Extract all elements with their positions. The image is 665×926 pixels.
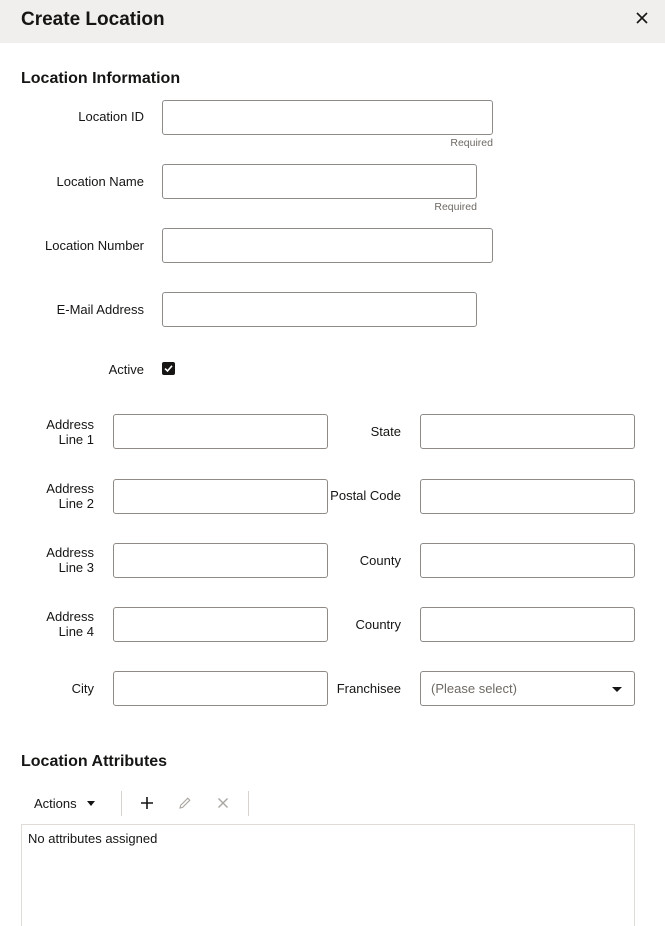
city-input[interactable] xyxy=(113,671,328,706)
add-icon xyxy=(140,796,154,810)
address-line4-input[interactable] xyxy=(113,607,328,642)
section-title-location-attributes: Location Attributes xyxy=(21,753,168,770)
delete-button[interactable] xyxy=(210,790,236,816)
email-input[interactable] xyxy=(162,292,477,327)
postal-code-label: Postal Code xyxy=(330,488,401,503)
actions-menu-button[interactable] xyxy=(24,790,105,816)
dialog-title: Create Location xyxy=(21,9,165,30)
city-label: City xyxy=(71,681,94,696)
address-line2-label-a: Address xyxy=(46,481,94,496)
checkmark-icon xyxy=(164,364,173,373)
add-button[interactable] xyxy=(134,790,160,816)
caret-down-icon xyxy=(87,801,95,806)
franchisee-label: Franchisee xyxy=(336,681,401,696)
delete-icon xyxy=(217,797,229,809)
toolbar-divider xyxy=(121,791,122,816)
actions-label: Actions xyxy=(34,795,77,811)
address-line2-label xyxy=(46,481,94,511)
state-input[interactable] xyxy=(420,414,635,449)
active-checkbox[interactable] xyxy=(162,362,175,375)
state-label: State xyxy=(370,424,401,439)
address-line2-label-b: Line 2 xyxy=(58,496,94,511)
location-name-input[interactable] xyxy=(162,164,477,199)
address-line2-input[interactable] xyxy=(113,479,328,514)
address-line1-label-a: Address xyxy=(46,417,94,432)
location-name-label: Location Name xyxy=(56,174,144,189)
postal-code-input[interactable] xyxy=(420,479,635,514)
chevron-down-icon xyxy=(612,687,622,692)
address-line3-label xyxy=(46,545,94,575)
address-line4-label xyxy=(46,609,94,639)
address-line4-label-a: Address xyxy=(46,609,94,624)
country-label: Country xyxy=(355,617,401,632)
country-input[interactable] xyxy=(420,607,635,642)
close-icon xyxy=(636,12,648,24)
address-line1-input[interactable] xyxy=(113,414,328,449)
county-input[interactable] xyxy=(420,543,635,578)
location-id-required-hint: Required xyxy=(450,137,493,149)
address-line3-input[interactable] xyxy=(113,543,328,578)
toolbar-divider xyxy=(248,791,249,816)
address-line1-label xyxy=(46,417,94,447)
franchisee-select[interactable] xyxy=(420,671,635,706)
address-line4-label-b: Line 4 xyxy=(58,624,94,639)
pencil-icon xyxy=(178,796,192,810)
attributes-empty-message: No attributes assigned xyxy=(28,831,158,846)
location-number-input[interactable] xyxy=(162,228,493,263)
address-line3-label-b: Line 3 xyxy=(58,560,94,575)
active-label: Active xyxy=(108,362,144,377)
location-name-required-hint: Required xyxy=(434,201,477,213)
attributes-table xyxy=(21,824,635,926)
franchisee-selected-value: (Please select) xyxy=(431,681,517,696)
county-label: County xyxy=(359,553,401,568)
location-id-label: Location ID xyxy=(78,109,144,124)
section-title-location-information: Location Information xyxy=(21,70,181,87)
location-id-input[interactable] xyxy=(162,100,493,135)
location-number-label: Location Number xyxy=(45,238,144,253)
address-line1-label-b: Line 1 xyxy=(58,432,94,447)
email-label: E-Mail Address xyxy=(56,302,144,317)
edit-button[interactable] xyxy=(172,790,198,816)
close-button[interactable] xyxy=(632,8,652,28)
dialog-header xyxy=(0,0,665,43)
address-line3-label-a: Address xyxy=(46,545,94,560)
